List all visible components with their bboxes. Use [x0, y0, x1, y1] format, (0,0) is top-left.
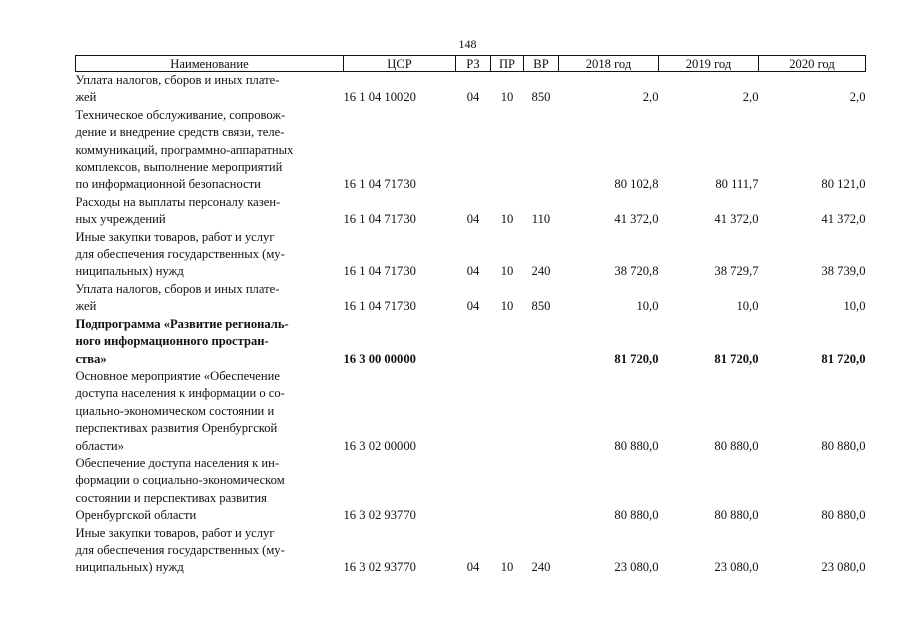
row-name-line: Уплата налогов, сборов и иных плате- — [75, 281, 280, 296]
row-name-line: циально-экономическом состоянии и — [75, 403, 275, 418]
row-pr — [491, 316, 524, 368]
row-2020: 81 720,0 — [821, 351, 866, 366]
col-header-2018: 2018 год — [559, 56, 659, 72]
row-2020: 38 739,0 — [821, 264, 866, 279]
row-name — [76, 525, 344, 577]
row-name — [76, 72, 344, 107]
row-2019: 41 372,0 — [714, 212, 759, 227]
row-2019: 2,0 — [742, 90, 759, 105]
table-row — [76, 229, 866, 281]
row-2018: 80 880,0 — [614, 438, 659, 453]
row-2020: 10,0 — [843, 299, 866, 314]
row-csr: 16 1 04 10020 — [343, 90, 416, 105]
row-2018: 10,0 — [636, 299, 659, 314]
row-pr — [491, 455, 524, 525]
row-pr — [491, 107, 524, 194]
col-header-2020: 2020 год — [759, 56, 866, 72]
col-header-vr: ВР — [524, 56, 559, 72]
table-row — [76, 316, 866, 368]
row-vr: 850 — [531, 90, 551, 105]
row-pr: 10 — [500, 560, 514, 575]
row-name-line: по информационной безопасности — [75, 177, 261, 192]
row-name-line: для обеспечения государственных (му- — [75, 247, 285, 262]
row-rz: 04 — [466, 560, 480, 575]
row-name-line: Обеспечение доступа населения к ин- — [75, 455, 280, 470]
row-name-line: ного информационного простран- — [75, 334, 269, 349]
row-csr: 16 3 00 00000 — [343, 351, 416, 366]
table-row — [76, 194, 866, 229]
table-row — [76, 107, 866, 194]
row-2019: 23 080,0 — [714, 560, 759, 575]
row-name-line: Иные закупки товаров, работ и услуг — [75, 229, 275, 244]
row-vr: 110 — [531, 212, 551, 227]
row-csr: 16 1 04 71730 — [343, 212, 416, 227]
row-2018: 41 372,0 — [614, 212, 659, 227]
table-row — [76, 281, 866, 316]
row-name-line: ниципальных) нужд — [75, 560, 184, 575]
row-2019: 80 111,7 — [715, 177, 759, 192]
row-pr: 10 — [500, 264, 514, 279]
row-rz — [456, 107, 491, 194]
row-name-line: Иные закупки товаров, работ и услуг — [75, 525, 275, 540]
row-name — [76, 229, 344, 281]
row-name — [76, 316, 344, 368]
row-vr — [524, 316, 559, 368]
row-rz: 04 — [466, 212, 480, 227]
table-header-row — [76, 56, 866, 72]
row-2020: 80 121,0 — [821, 177, 866, 192]
table-row — [76, 525, 866, 577]
row-name-line: коммуникаций, программно-аппаратных — [75, 142, 294, 157]
row-csr: 16 1 04 71730 — [343, 177, 416, 192]
row-name — [76, 107, 344, 194]
row-csr: 16 1 04 71730 — [343, 299, 416, 314]
table-body — [76, 72, 866, 577]
row-name — [76, 194, 344, 229]
row-csr: 16 1 04 71730 — [343, 264, 416, 279]
row-2018: 38 720,8 — [614, 264, 659, 279]
row-name-line: дение и внедрение средств связи, теле- — [75, 125, 285, 140]
col-header-csr: ЦСР — [344, 56, 456, 72]
row-pr — [491, 368, 524, 455]
row-csr: 16 3 02 00000 — [343, 438, 416, 453]
col-header-rz: РЗ — [456, 56, 491, 72]
row-csr: 16 3 02 93770 — [343, 508, 416, 523]
row-name-line: доступа населения к информации о со- — [75, 386, 285, 401]
row-rz — [456, 316, 491, 368]
row-2019: 38 729,7 — [714, 264, 759, 279]
row-pr: 10 — [500, 212, 514, 227]
row-name-line: формации о социально-экономическом — [75, 473, 285, 488]
row-name-line: ных учреждений — [75, 212, 166, 227]
row-csr: 16 3 02 93770 — [343, 560, 416, 575]
row-rz: 04 — [466, 299, 480, 314]
row-2020: 80 880,0 — [821, 508, 866, 523]
row-name-line: Уплата налогов, сборов и иных плате- — [75, 73, 280, 87]
row-name-line: Подпрограмма «Развитие региональ- — [75, 316, 289, 331]
page-number: 148 — [458, 37, 477, 51]
row-name-line: жей — [75, 299, 97, 314]
row-name-line: Оренбургской области — [75, 508, 197, 523]
row-2019: 81 720,0 — [714, 351, 759, 366]
row-vr: 240 — [531, 264, 551, 279]
row-vr — [524, 368, 559, 455]
row-vr: 240 — [531, 560, 551, 575]
row-2020: 2,0 — [849, 90, 866, 105]
row-rz — [456, 455, 491, 525]
row-2020: 80 880,0 — [821, 438, 866, 453]
table-row — [76, 455, 866, 525]
row-name-line: ниципальных) нужд — [75, 264, 184, 279]
row-pr: 10 — [500, 299, 514, 314]
table-row — [76, 72, 866, 107]
row-name-line: перспективах развития Оренбургской — [75, 421, 278, 436]
row-2019: 10,0 — [736, 299, 759, 314]
row-2019: 80 880,0 — [714, 508, 759, 523]
row-name-line: состоянии и перспективах развития — [75, 490, 267, 505]
row-name-line: жей — [75, 90, 97, 105]
col-header-pr: ПР — [491, 56, 524, 72]
col-header-name: Наименование — [76, 56, 344, 72]
table-row — [76, 368, 866, 455]
row-name — [76, 281, 344, 316]
row-name-line: для обеспечения государственных (му- — [75, 542, 285, 557]
row-2018: 23 080,0 — [614, 560, 659, 575]
col-header-2019: 2019 год — [659, 56, 759, 72]
row-rz: 04 — [466, 264, 480, 279]
row-name-line: ства» — [75, 351, 107, 366]
row-rz — [456, 368, 491, 455]
budget-table — [75, 55, 866, 577]
row-name-line: Основное мероприятие «Обеспечение — [75, 368, 280, 383]
row-2020: 23 080,0 — [821, 560, 866, 575]
row-2018: 2,0 — [642, 90, 659, 105]
row-2019: 80 880,0 — [714, 438, 759, 453]
row-name-line: Расходы на выплаты персоналу казен- — [75, 194, 281, 209]
row-vr: 850 — [531, 299, 551, 314]
row-rz: 04 — [466, 90, 480, 105]
row-vr — [524, 455, 559, 525]
row-name-line: Техническое обслуживание, сопровож- — [75, 107, 286, 122]
row-name-line: области» — [75, 438, 124, 453]
row-name — [76, 455, 344, 525]
row-name — [76, 368, 344, 455]
row-pr: 10 — [500, 90, 514, 105]
row-2018: 80 102,8 — [614, 177, 659, 192]
row-2020: 41 372,0 — [821, 212, 866, 227]
row-2018: 80 880,0 — [614, 508, 659, 523]
row-name-line: комплексов, выполнение мероприятий — [75, 160, 283, 175]
row-vr — [524, 107, 559, 194]
row-2018: 81 720,0 — [614, 351, 659, 366]
